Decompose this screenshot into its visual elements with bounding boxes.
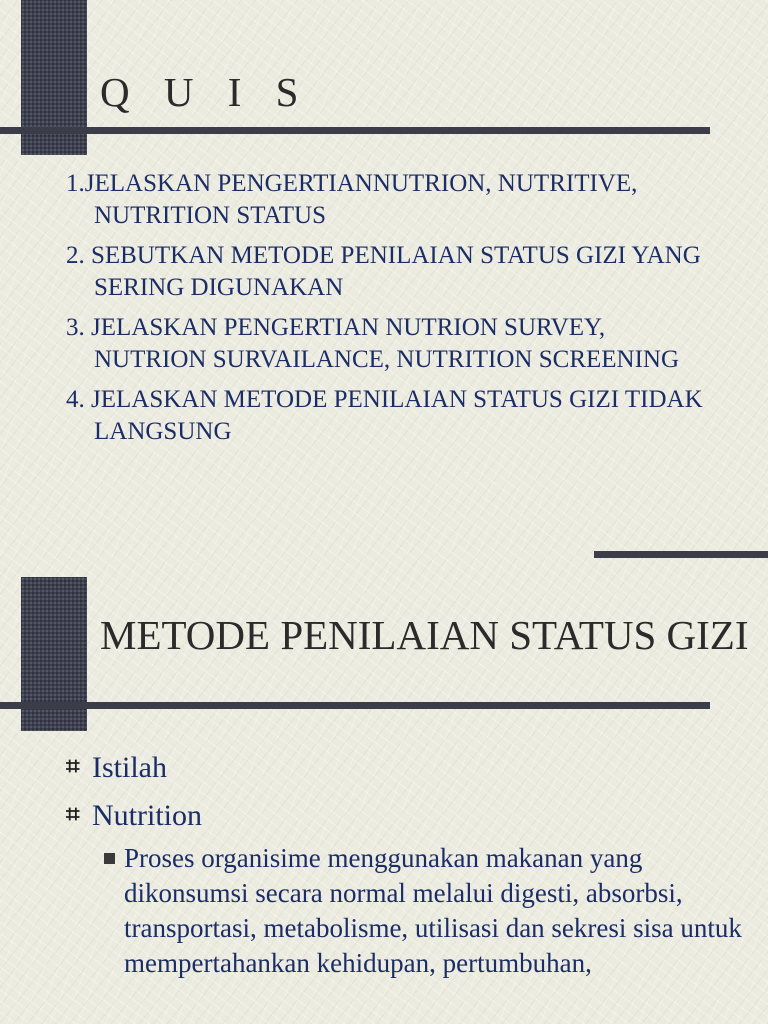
square-icon bbox=[104, 853, 115, 864]
slide-end-rule bbox=[594, 551, 768, 558]
title-rule bbox=[0, 127, 710, 134]
bullet-text: Nutrition bbox=[92, 799, 202, 832]
question-item: 4. JELASKAN METODE PENILAIAN STATUS GIZI TIDAK LANGSUNG bbox=[66, 386, 703, 445]
question-item: 1.JELASKAN PENGERTIANNUTRION, NUTRITIVE, NUTRITION STATUS bbox=[66, 170, 638, 229]
slide-title: Q U I S bbox=[100, 69, 311, 115]
slide-metode bbox=[0, 560, 768, 1024]
bullet-item bbox=[66, 791, 756, 981]
title-rule bbox=[0, 702, 710, 709]
bullet-list bbox=[66, 743, 756, 981]
question-item: 2. SEBUTKAN METODE PENILAIAN STATUS GIZI YANG SERING DIGUNAKAN bbox=[66, 242, 701, 301]
hash-icon: ⌗ bbox=[66, 800, 80, 828]
slide-title: METODE PENILAIAN STATUS GIZI bbox=[100, 612, 749, 658]
sub-bullet-text: Proses organisime menggunakan makanan yang dikonsumsi secara normal melalui digesti, absorbsi, transportasi, metabolisme, utilisasi dan sekresi sisa untuk mempertahankan kehidupan, pertumbuhan, bbox=[124, 843, 742, 978]
sub-bullet-item bbox=[104, 841, 756, 981]
bullet-item bbox=[66, 743, 756, 791]
question-item: 3. JELASKAN PENGERTIAN NUTRION SURVEY, NUTRION SURVAILANCE, NUTRITION SCREENING bbox=[66, 314, 680, 373]
hash-icon: ⌗ bbox=[66, 752, 80, 780]
bullet-text: Istilah bbox=[92, 751, 167, 784]
question-list bbox=[66, 168, 706, 456]
